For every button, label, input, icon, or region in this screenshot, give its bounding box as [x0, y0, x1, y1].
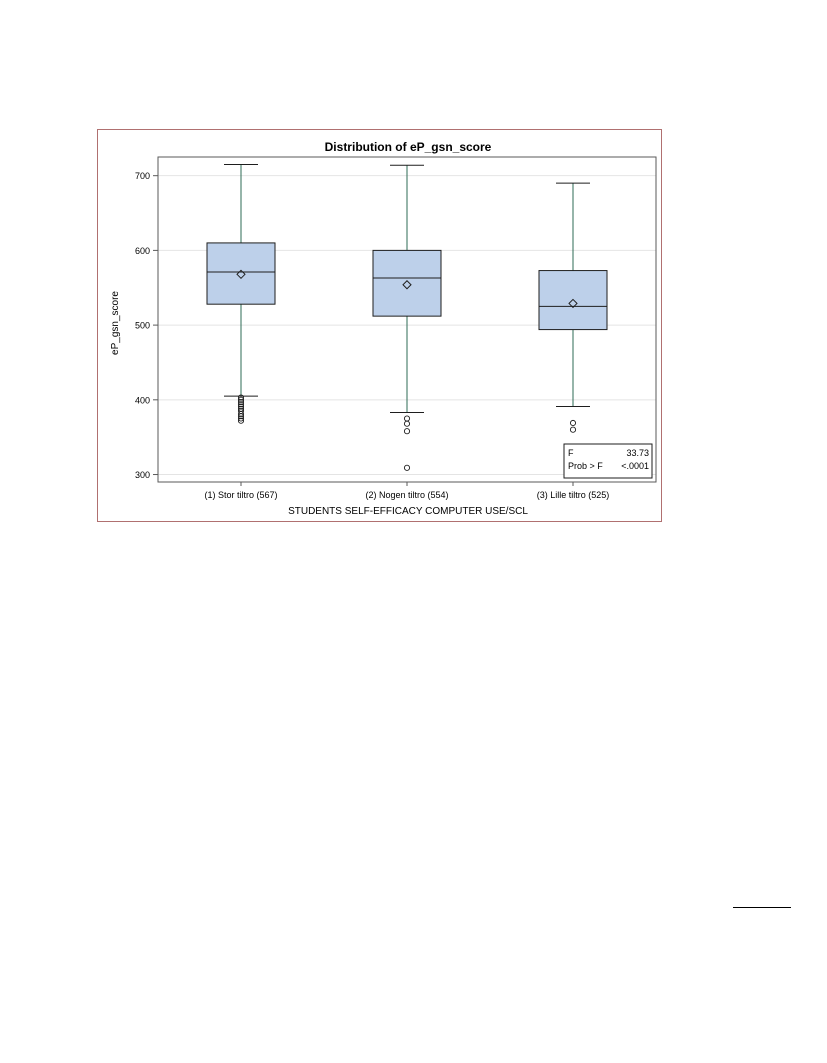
outlier-point	[404, 416, 409, 421]
chart-title: Distribution of eP_gsn_score	[324, 140, 492, 154]
x-axis-label: STUDENTS SELF-EFFICACY COMPUTER USE/SCL	[288, 506, 528, 517]
y-tick-label: 600	[134, 245, 150, 256]
chart-frame	[97, 129, 662, 522]
box-group-2	[365, 165, 448, 500]
outlier-point	[404, 429, 409, 434]
stats-label: F	[568, 448, 574, 458]
y-tick-label: 500	[134, 320, 150, 331]
outlier-point	[570, 427, 575, 432]
y-tick-label: 400	[134, 395, 150, 406]
stats-label: Prob > F	[568, 461, 603, 471]
stats-inset	[564, 444, 652, 478]
stats-value: 33.73	[626, 448, 649, 458]
iqr-box	[373, 250, 441, 316]
x-category-label: (2) Nogen tiltro (554)	[365, 490, 449, 500]
box-group-1	[204, 164, 277, 500]
plot-area	[135, 157, 656, 500]
footnote-rule	[733, 907, 791, 908]
y-tick-label: 700	[134, 171, 150, 182]
outlier-point	[404, 465, 409, 470]
iqr-box	[207, 243, 275, 304]
y-tick-label: 300	[134, 470, 150, 481]
y-axis-label: eP_gsn_score	[110, 291, 121, 355]
box-plot-chart	[98, 130, 661, 521]
x-category-label: (1) Stor tiltro (567)	[204, 490, 278, 500]
outlier-point	[404, 421, 409, 426]
stats-value: <.0001	[621, 461, 649, 471]
outlier-point	[570, 420, 575, 425]
x-category-label: (3) Lille tiltro (525)	[536, 490, 610, 500]
